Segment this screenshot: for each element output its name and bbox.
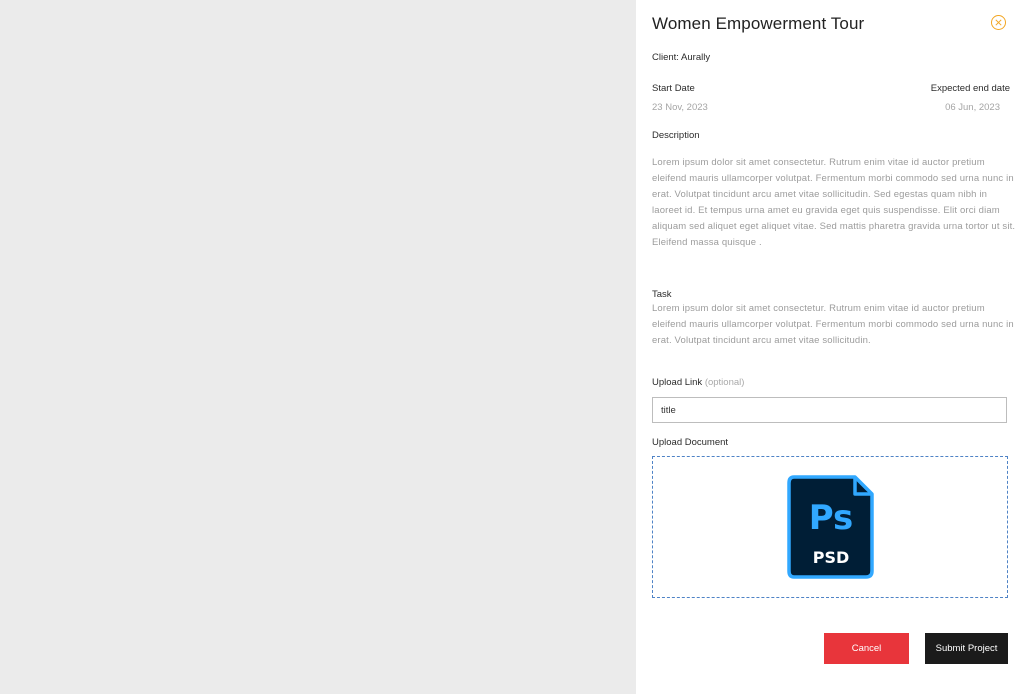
project-detail-drawer: [636, 0, 1024, 694]
upload-link-label-text: Upload Link: [652, 377, 703, 388]
submit-project-button[interactable]: Submit Project: [925, 633, 1008, 664]
end-date-value: 06 Jun, 2023: [945, 102, 1000, 113]
optional-hint: (optional): [704, 377, 745, 388]
task-label: Task: [652, 289, 672, 300]
end-date-label: Expected end date: [930, 83, 1010, 94]
start-date-label: Start Date: [652, 83, 695, 94]
project-title: Women Empowerment Tour: [652, 14, 865, 33]
task-text: Lorem ipsum dolor sit amet consectetur. Rutrum enim vitae id auctor pretium eleifend mauris ullamcorper volutpat. Fermentum morbi commodo sed urna nunc in erat. Volutpat tincidunt arcu amet vitae sollicitudin.: [652, 303, 1014, 346]
description-text: Lorem ipsum dolor sit amet consectetur. Rutrum enim vitae id auctor pretium eleifend mauris ullamcorper volutpat. Fermentum morbi commodo sed urna nunc in erat. Volutpat tincidunt arcu amet vitae sollicitudin. Sed egestas quam nibh in laoreet id. Et tempus urna amet eu gravida eget quis suspendisse. Elit orci diam aliquam sed aliquet eget aliquet vitae. Sed mattis pharetra gravida urna tortor ut sit. Eleifend massa quisque .: [652, 157, 1016, 248]
close-icon: [995, 19, 1002, 26]
upload-link-input[interactable]: [652, 397, 1007, 423]
upload-document-label: Upload Document: [652, 437, 729, 448]
client-name: Client: Aurally: [652, 52, 711, 63]
close-button[interactable]: [991, 15, 1006, 30]
cancel-button[interactable]: Cancel: [824, 633, 909, 664]
psd-icon-ps-text: Ps: [808, 498, 854, 538]
description-label: Description: [652, 130, 700, 141]
photoshop-psd-file-icon: [787, 474, 875, 580]
upload-link-label: [652, 377, 744, 388]
document-dropzone[interactable]: [652, 456, 1008, 598]
start-date-value: 23 Nov, 2023: [652, 102, 708, 113]
psd-icon-type-text: PSD: [812, 548, 850, 567]
